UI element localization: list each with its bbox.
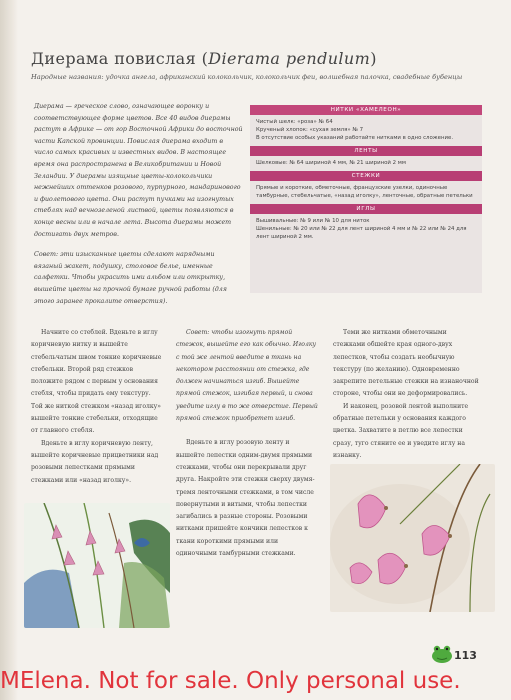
column-paragraph: Теми же нитками обметочными стежками обшейте края одного-двух лепестков, чтобы создать необычную текстуру (по желанию). Одновременно закрепите петельные стежки на изнаночной стороне, чтобы они не деформировались. (333, 329, 479, 398)
column-paragraph: И наконец, розовой лентой выполните обратные петельки у основания каждого цветка. Захватите в петлю все лепестки сразу, туго стяните ее и уведите иглу на изнанку. (333, 402, 469, 459)
column-paragraph: Вденьте в иглу коричневую ленту, вышейте коричневые прицветники над розовыми лепестками прямыми стежками или «назад иголку». (31, 439, 159, 484)
ribbons-heading: ЛЕНТЫ (250, 146, 482, 156)
embroidery-photo-right (330, 464, 495, 612)
latin-name: Dierama pendulum (208, 49, 371, 68)
column-3 (333, 327, 480, 462)
column-paragraph: Вденьте в иглу розовую ленту и вышейте лепестки одним-двумя прямыми стежками, чтобы они перекрывали друг друга. Накройте эти стежки сверху двумя-тремя ленточными стежками, в том числе повернутыми и витыми, чтобы лепестки загибались в разные стороны. Розовыми нитками пришейте кончики лепестков к ткани короткими прямыми или одиночными тамбурными стежками. (176, 439, 315, 558)
flower-illustration-left (24, 503, 170, 628)
tip-paragraph: Совет: чтобы изогнуть прямой стежок, вышейте его как обычно. Иголку с той же лентой введите в ткань на некотором расстоянии от стежка, где должен начинаться изгиб. Вышейте прямой стежок, изгибая первый, и снова уведите иглу в то же отверстие. Первый прямой стежок приобретет изгиб. (176, 329, 318, 423)
materials-box (250, 105, 482, 293)
needles-heading: ИГЛЫ (250, 204, 482, 214)
ribbons-text: Шелковые: № 64 шириной 4 мм, № 21 шириной 2 мм (256, 160, 406, 166)
page-title: Диерама повислая (Dierama pendulum) (31, 49, 377, 68)
column-1 (31, 327, 164, 487)
popular-names: Народные названия: удочка ангела, африканский колокольчик, колокольчик феи, волшебная палочка, свадебные бубенцы (31, 73, 463, 81)
intro-text (34, 101, 244, 316)
tip-paragraph: Совет: эти изысканные цветы сделают нарядными вязаный жакет, подушку, столовое белье, именные салфетки. Чтобы украсить ими альбом или открытку, вышейте цветы на прочной бумаге ручной работы (для этого заранее прокалите отверстия). (34, 251, 227, 305)
stitches-heading: СТЕЖКИ (250, 171, 482, 181)
page-number: 113 (454, 649, 477, 662)
stitches-text: Прямые и короткие, обметочные, французские узелки, одиночные тамбурные, стебельчатые, «назад иголку», ленточные, обратные петельки (256, 185, 473, 199)
threads-heading: НИТКИ «ХАМЕЛЕОН» (250, 105, 482, 115)
needles-text: Вышивальные: № 9 или № 10 для ниток Шенильные: № 20 или № 22 для лент шириной 4 мм и № 22 или № 24 для лент шириной 2 мм. (256, 218, 467, 240)
column-2 (176, 327, 318, 560)
intro-paragraph: Диерама — греческое слово, означающее воронку и соответствующее форме цветов. Все 40 видов диерамы растут в Африке — от гор Восточной Африки до восточной части Капской провинции. Повислая диерама входит в число самых красивых и известных видов. В настоящее время она распространена в Великобритании и Новой Зеландии. У диерамы изящные цветы-колокольчики нежнейших оттенков розового, пурпурного, мандаринового и фиолетового цвета. Они растут пучками на изогнутых стеблях над вечнозеленой листвой, цветы появляются в конце весны или в начале лета. Высота диерамы может достигать двух метров. (34, 103, 243, 238)
threads-text: Чистый шелк: «роза» № 64 Крученый хлопок: «сухая земля» № 7 В отсутствие особых указаний работайте нитками в одно сложение. (256, 119, 454, 141)
watermark-text: MElena. Not for sale. Only personal use. (0, 668, 461, 694)
page-spine-shadow (0, 0, 18, 700)
column-paragraph: Начните со стеблей. Вденьте в иглу коричневую нитку и вышейте стебельчатым швом тонкие коричневые стебельки. Второй ряд стежков положите рядом с первым у основания стебля, чтобы придать ему текстуру. Той же ниткой стежком «назад иголку» вышейте тонкие стебельки, отходящие от главного стебля. (31, 329, 162, 435)
frog-icon (430, 643, 454, 665)
